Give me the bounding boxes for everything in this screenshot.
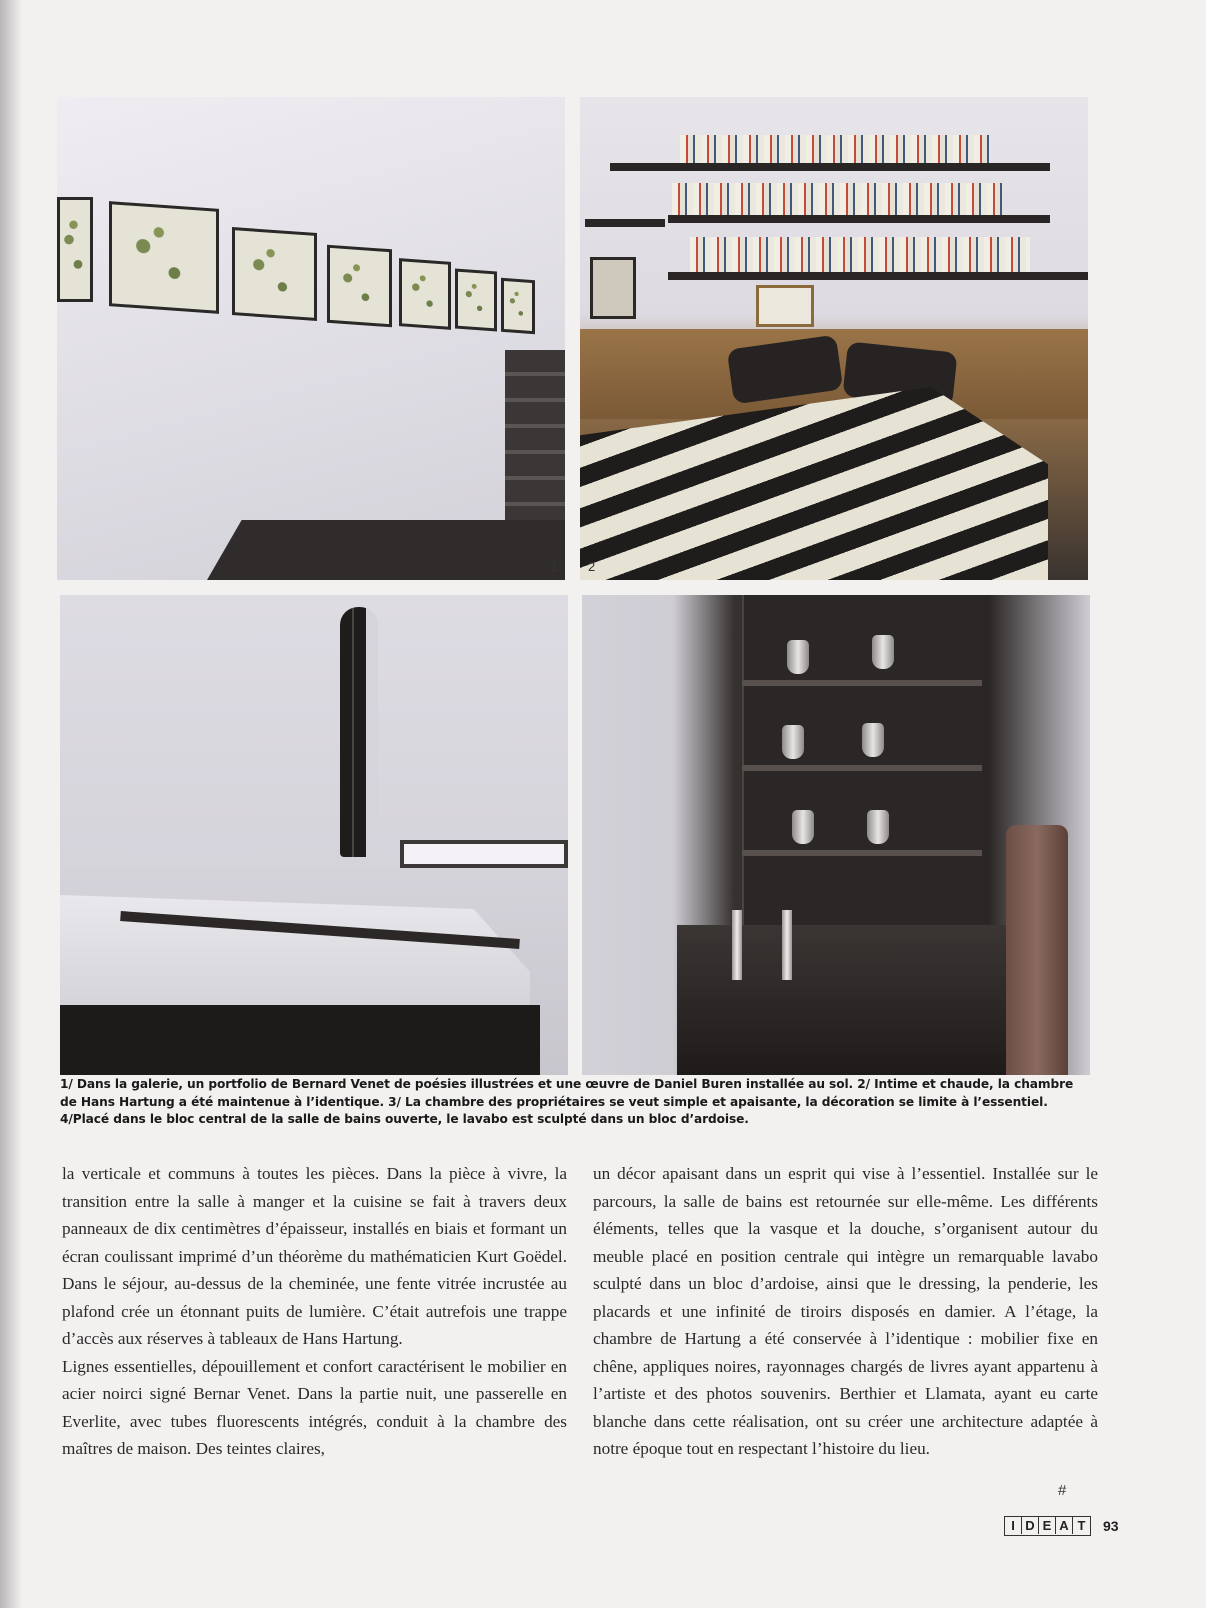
article-paragraph: Lignes essentielles, dépouillement et confort caractérisent le mobilier en acier noirci signé Bernar Venet. Dans la partie nuit, une passerelle en Everlite, avec tubes fluorescents intégrés, conduit à la chambre des maîtres de maison. Des teintes claires,	[62, 1356, 567, 1458]
logo-letter: I	[1005, 1517, 1022, 1534]
logo-letter: E	[1039, 1517, 1056, 1534]
article-column-right	[593, 1160, 1098, 1463]
logo-letter: T	[1077, 1518, 1086, 1533]
article-end-mark: #	[1058, 1482, 1067, 1499]
photo-caption: 1/ Dans la galerie, un portfolio de Bernard Venet de poésies illustrées et une œuvre de Daniel Buren installée au sol. 2/ Intime et chaude, la chambre de Hans Hartung a été maintenue à l’identique. 3/ La chambre des propriétaires se veut simple et apaisante, la décoration se limite à l’essentiel. 4/Placé dans le bloc central de la salle de bains ouverte, le lavabo est sculpté dans un bloc d’ardoise.	[60, 1077, 1074, 1126]
page-binding-shadow	[0, 0, 22, 1608]
article-paragraph: la verticale et communs à toutes les pièces. Dans la pièce à vivre, la transition entre la salle à manger et la cuisine se fait à travers deux panneaux de dix centimètres d’épaisseur, installés en biais et formant un écran coulissant imprimé d’un théorème du mathématicien Kurt Goëdel. Dans le séjour, au-dessus de la cheminée, une fente vitrée incrustée au plafond crée un étonnant puits de lumière. C’était autrefois une trappe d’accès aux réserves à tableaux de Hans Hartung.	[62, 1164, 567, 1348]
photo-number-2: 2	[588, 559, 596, 574]
photo-gallery	[57, 97, 565, 580]
magazine-logo	[1004, 1516, 1091, 1536]
photo-bathroom	[582, 595, 1090, 1075]
photo-number-1: 1	[551, 559, 559, 574]
logo-letter: D	[1022, 1517, 1039, 1534]
page-footer	[1004, 1516, 1119, 1536]
logo-letter: A	[1056, 1517, 1073, 1534]
page-number: 93	[1103, 1518, 1119, 1534]
article-column-left	[62, 1160, 567, 1463]
photo-hartung-bedroom	[580, 97, 1088, 580]
article-paragraph: un décor apaisant dans un esprit qui vise à l’essentiel. Installée sur le parcours, la salle de bains est retournée sur elle-même. Les différents éléments, telles que la vasque et la douche, s’organisent autour du meuble placé en position centrale qui intègre un remarquable lavabo sculpté dans un bloc d’ardoise, ainsi que le dressing, la penderie, les placards et une infinité de tiroirs disposés en damier. A l’étage, la chambre de Hartung a été conservée à l’identique : mobilier fixe en chêne, appliques noires, rayonnages chargés de livres ayant appartenu à l’artiste et des photos souvenirs. Berthier et Llamata, ayant eu carte blanche dans cette réalisation, ont su créer une architecture adaptée à notre époque tout en respectant l’histoire du lieu.	[593, 1164, 1098, 1458]
photo-owners-bedroom	[60, 595, 568, 1075]
